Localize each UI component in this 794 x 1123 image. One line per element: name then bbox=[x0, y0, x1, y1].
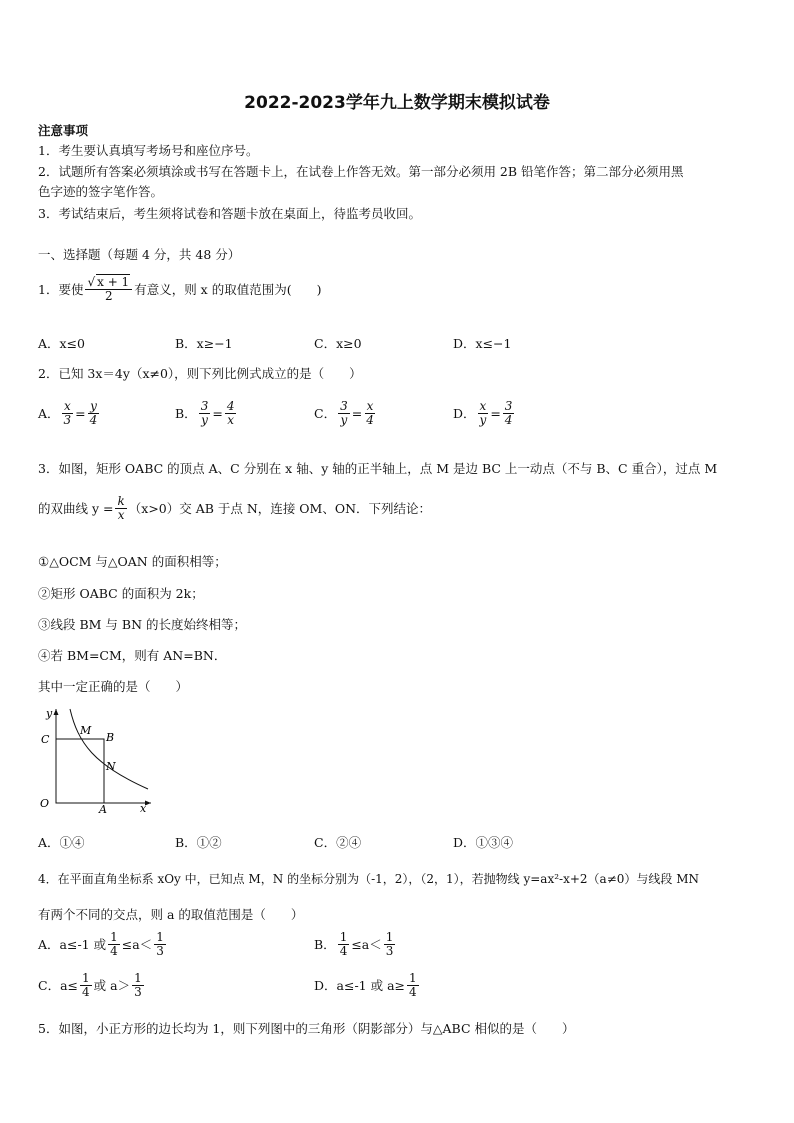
q1-option-a: A．x≤0 bbox=[38, 336, 86, 351]
option-text: B． bbox=[314, 937, 336, 953]
q1-option-d: D．x≤−1 bbox=[453, 336, 512, 351]
option-text: C．a≤ bbox=[38, 978, 78, 994]
q1-suffix: 有意义，则 x 的取值范围为( ) bbox=[134, 282, 322, 298]
q1-denominator: 2 bbox=[105, 288, 113, 303]
q3-line2-post: （x>0）交 AB 于点 N，连接 OM、ON．下列结论： bbox=[128, 501, 432, 517]
q3-option-d: D．①③④ bbox=[453, 835, 514, 850]
denominator: 4 bbox=[409, 984, 417, 999]
numerator: 3 bbox=[200, 399, 209, 413]
denominator: 3 bbox=[385, 943, 394, 958]
denominator: 3 bbox=[63, 412, 72, 427]
label-y: y bbox=[46, 707, 53, 720]
q4-option-c bbox=[38, 972, 146, 998]
numerator: k bbox=[117, 494, 125, 508]
label-n: N bbox=[106, 760, 116, 773]
question-1-stem bbox=[38, 276, 321, 302]
section-heading: 一、选择题（每题 4 分，共 48 分） bbox=[38, 247, 241, 262]
option-text: D．a≤-1 或 a≥ bbox=[314, 978, 405, 994]
question-3-line1: 3．如图，矩形 OABC 的顶点 A、C 分别在 x 轴、y 轴的正半轴上，点 M 是边 BC 上一动点（不与 B、C 重合），过点 M bbox=[38, 461, 718, 476]
denominator: y bbox=[340, 412, 348, 427]
option-label: C． bbox=[314, 406, 337, 422]
q2-option-d bbox=[453, 400, 516, 426]
label-m: M bbox=[80, 724, 92, 737]
numerator: 1 bbox=[110, 930, 118, 944]
rectangle-oabc bbox=[56, 739, 104, 803]
q1-fraction bbox=[85, 276, 132, 302]
q4-option-a bbox=[38, 931, 168, 957]
hyperbola-curve bbox=[70, 709, 148, 789]
q3-line2-pre: 的双曲线 y = bbox=[38, 501, 114, 517]
denominator: 4 bbox=[110, 943, 118, 958]
denominator: 4 bbox=[504, 412, 513, 427]
equals-sign: = bbox=[351, 405, 363, 421]
q1-option-b: B．x≥−1 bbox=[175, 336, 233, 351]
q3-statement-1: ①△OCM 与△OAN 的面积相等； bbox=[38, 554, 227, 569]
label-c: C bbox=[41, 733, 50, 746]
numerator: 1 bbox=[156, 930, 164, 944]
equals-sign: = bbox=[212, 405, 223, 421]
label-a: A bbox=[99, 803, 107, 815]
equals-sign: = bbox=[75, 405, 86, 421]
numerator: x bbox=[479, 399, 487, 413]
question-2-stem: 2．已知 3x＝4y（x≠0），则下列比例式成立的是（ ） bbox=[38, 366, 362, 381]
sqrt-sign: √ bbox=[87, 275, 96, 289]
q2-option-c bbox=[314, 400, 378, 426]
numerator: 1 bbox=[82, 971, 90, 985]
q1-radicand: x + 1 bbox=[97, 275, 130, 289]
q3-statement-4: ④若 BM=CM，则有 AN=BN． bbox=[38, 648, 227, 663]
option-label: B． bbox=[175, 406, 197, 422]
denominator: 4 bbox=[82, 984, 90, 999]
numerator: 1 bbox=[134, 971, 142, 985]
q3-figure bbox=[36, 703, 156, 815]
notice-heading: 注意事项 bbox=[38, 123, 89, 138]
denominator: 3 bbox=[156, 943, 164, 958]
q3-statement-2: ②矩形 OABC 的面积为 2k； bbox=[38, 586, 204, 601]
numerator: y bbox=[90, 399, 97, 413]
question-3-line2 bbox=[38, 495, 431, 521]
option-text: 或 a＞ bbox=[93, 978, 131, 994]
numerator: 4 bbox=[226, 399, 235, 413]
option-text: A．a≤-1 或 bbox=[38, 937, 107, 953]
option-label: A． bbox=[38, 406, 60, 422]
notice-item: 1．考生要认真填写考场号和座位序号。 bbox=[38, 143, 259, 158]
numerator: 3 bbox=[340, 399, 348, 413]
q4-option-b bbox=[314, 931, 397, 957]
option-text: ≤a＜ bbox=[121, 937, 153, 953]
q3-option-a: A．①④ bbox=[38, 835, 85, 850]
denominator: 4 bbox=[339, 943, 348, 958]
q2-option-a bbox=[38, 400, 101, 426]
notice-item: 色字迹的签字笔作答。 bbox=[38, 184, 164, 199]
numerator: 1 bbox=[339, 930, 348, 944]
label-o: O bbox=[40, 797, 50, 810]
numerator: 3 bbox=[504, 399, 513, 413]
label-x: x bbox=[140, 802, 147, 815]
question-4-line2: 有两个不同的交点，则 a 的取值范围是（ ） bbox=[38, 907, 304, 922]
notice-item: 2．试题所有答案必须填涂或书写在答题卡上，在试卷上作答无效。第一部分必须用 2B 铅笔作答；第二部分必须用黑 bbox=[38, 164, 684, 179]
denominator: y bbox=[479, 412, 487, 427]
label-b: B bbox=[106, 731, 115, 744]
denominator: x bbox=[117, 507, 125, 522]
q4-option-d bbox=[314, 972, 421, 998]
numerator: x bbox=[63, 399, 71, 413]
denominator: 4 bbox=[89, 412, 98, 427]
denominator: 3 bbox=[134, 984, 142, 999]
numerator: 1 bbox=[385, 930, 394, 944]
question-4-line1: 4．在平面直角坐标系 xOy 中，已知点 M，N 的坐标分别为（-1，2），（2，1），若抛物线 y=ax²-x+2（a≠0）与线段 MN bbox=[38, 872, 699, 886]
notice-item: 3．考试结束后，考生须将试卷和答题卡放在桌面上，待监考员收回。 bbox=[38, 206, 421, 221]
numerator: 1 bbox=[409, 971, 417, 985]
denominator: 4 bbox=[366, 412, 374, 427]
question-5-stem: 5．如图，小正方形的边长均为 1，则下列图中的三角形（阴影部分）与△ABC 相似的是（ ） bbox=[38, 1021, 575, 1036]
equals-sign: = bbox=[490, 405, 501, 421]
denominator: x bbox=[227, 412, 235, 427]
q3-option-b: B．①② bbox=[175, 835, 222, 850]
q3-option-c: C．②④ bbox=[314, 835, 362, 850]
y-axis-arrow bbox=[54, 709, 59, 715]
q1-prefix: 1．要使 bbox=[38, 282, 84, 298]
q3-statement-3: ③线段 BM 与 BN 的长度始终相等； bbox=[38, 617, 247, 632]
page-title: 2022-2023学年九上数学期末模拟试卷 bbox=[244, 93, 550, 113]
q1-option-c: C．x≥0 bbox=[314, 336, 362, 351]
denominator: y bbox=[201, 412, 208, 427]
numerator: x bbox=[366, 399, 374, 413]
option-text: ≤a＜ bbox=[351, 937, 382, 953]
q2-option-b bbox=[175, 400, 238, 426]
q3-ask: 其中一定正确的是（ ） bbox=[38, 679, 189, 694]
option-label: D． bbox=[453, 406, 476, 422]
